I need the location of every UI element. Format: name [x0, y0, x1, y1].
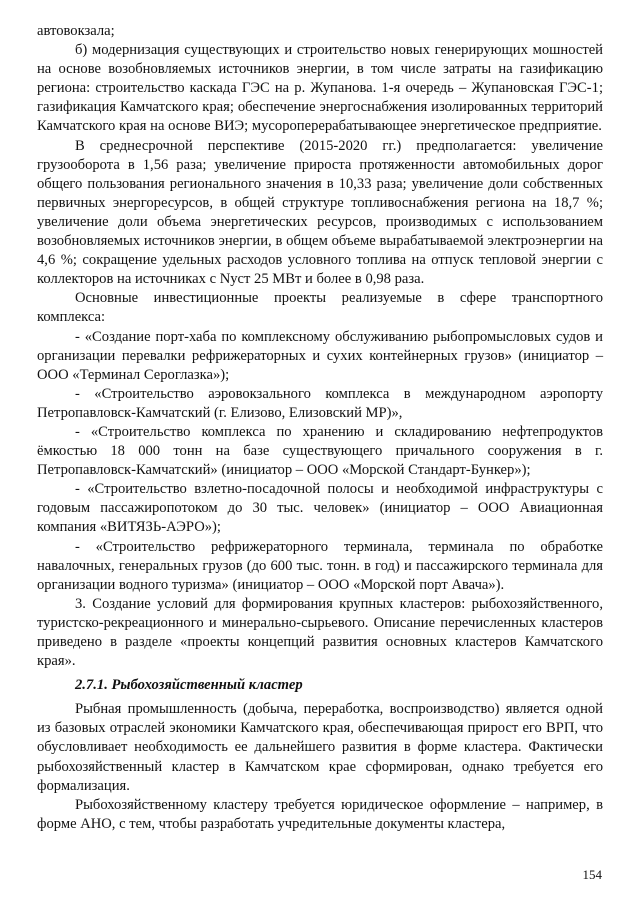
list-item-airport-terminal: - «Строительство аэровокзального комплекса в международном аэропорту Петропавловск-Камчатский (г. Елизово, Елизовский МР)», [37, 385, 603, 421]
list-item-runway: - «Строительство взлетно-посадочной полосы и необходимой инфраструктуры с годовым пассажиропотоком до 30 тыс. человек» (инициатор – ООО Авиационная компания «ВИТЯЗЬ-АЭРО»); [37, 481, 603, 536]
paragraph-medium-term-outlook: В среднесрочной перспективе (2015-2020 гг.) предполагается: увеличение грузооборота в 1,56 раза; увеличение прироста протяженности автомобильных дорог общего пользования регионального значения в 10,33 раза; увеличение доли собственных первичных энергоресурсов, в общей структуре топливоснабжения региона на 18,7 %; увеличение доли объема энергетических ресурсов, производимых с использованием возобновляемых источников энергии, в общем объеме вырабатываемой электроэнергии на 4,6 %; сокращение удельных расходов условного топлива на отпуск тепловой энергии с коллекторов на источниках с Nуст 25 МВт и более в 0,98 раза. [37, 137, 603, 288]
section-heading: 2.7.1. Рыбохозяйственный кластер [75, 677, 303, 694]
paragraph-cluster-conditions: 3. Создание условий для формирования крупных кластеров: рыбохозяйственного, туристско-рекреационного и минерально-сырьевого. Описание перечисленных кластеров приведено в разделе «проекты концепций развития основных кластеров Камчатского края». [37, 595, 603, 670]
list-item-port-hub: - «Создание порт-хаба по комплексному обслуживанию рыбопромысловых судов и организации перевалки рефрижераторных и сухих контейнерных грузов» (инициатор – ООО «Терминал Сероглазка»); [37, 328, 603, 383]
paragraph-fishing-industry: Рыбная промышленность (добыча, переработка, воспроизводство) является одной из базовых отраслей экономики Камчатского края, обеспечивающая прирост его ВРП, что обусловливает необходимость ее дальнейшего развития в форме кластера. Фактически рыбохозяйственный кластер в Камчатском крае сформирован, однако требуется его формализация. [37, 701, 603, 794]
paragraph-investment-projects-intro: Основные инвестиционные проекты реализуемые в сфере транспортного комплекса: [37, 290, 603, 326]
page-number: 154 [582, 867, 602, 882]
paragraph-legal-form: Рыбохозяйственному кластеру требуется юридическое оформление – например, в форме АНО, с тем, чтобы разработать учредительные документы кластера, [37, 796, 603, 832]
list-item-oil-storage: - «Строительство комплекса по хранению и складированию нефтепродуктов ёмкостью 18 000 тонн на базе существующего причального сооружения в г. Петропавловск-Камчатский» (инициатор – ООО «Морской Стандарт-Бункер»); [37, 423, 603, 479]
paragraph-energy-modernization: б) модернизация существующих и строительство новых генерирующих мошностей на основе возобновляемых источников энергии, в том числе затраты на газификацию региона: строительство каскада ГЭС на р. Жупанова. 1-я очередь – Жупановская ГЭС-1; газификация Камчатского края; обеспечение энергоснабжения изолированных территорий Камчатского края на основе ВИЭ; мусороперерабатывающее энергетическое предприятие. [37, 42, 603, 135]
document-page [37, 22, 603, 834]
list-item-refrigerated-terminal: - «Строительство рефрижераторного терминала, терминала по обработке навалочных, генеральных грузов (до 600 тыс. тонн. в год) и пассажирского терминала для организации водного туризма» (инициатор – ООО «Морской порт Авача»). [37, 538, 603, 593]
paragraph-bus-station: автовокзала; [37, 23, 115, 39]
